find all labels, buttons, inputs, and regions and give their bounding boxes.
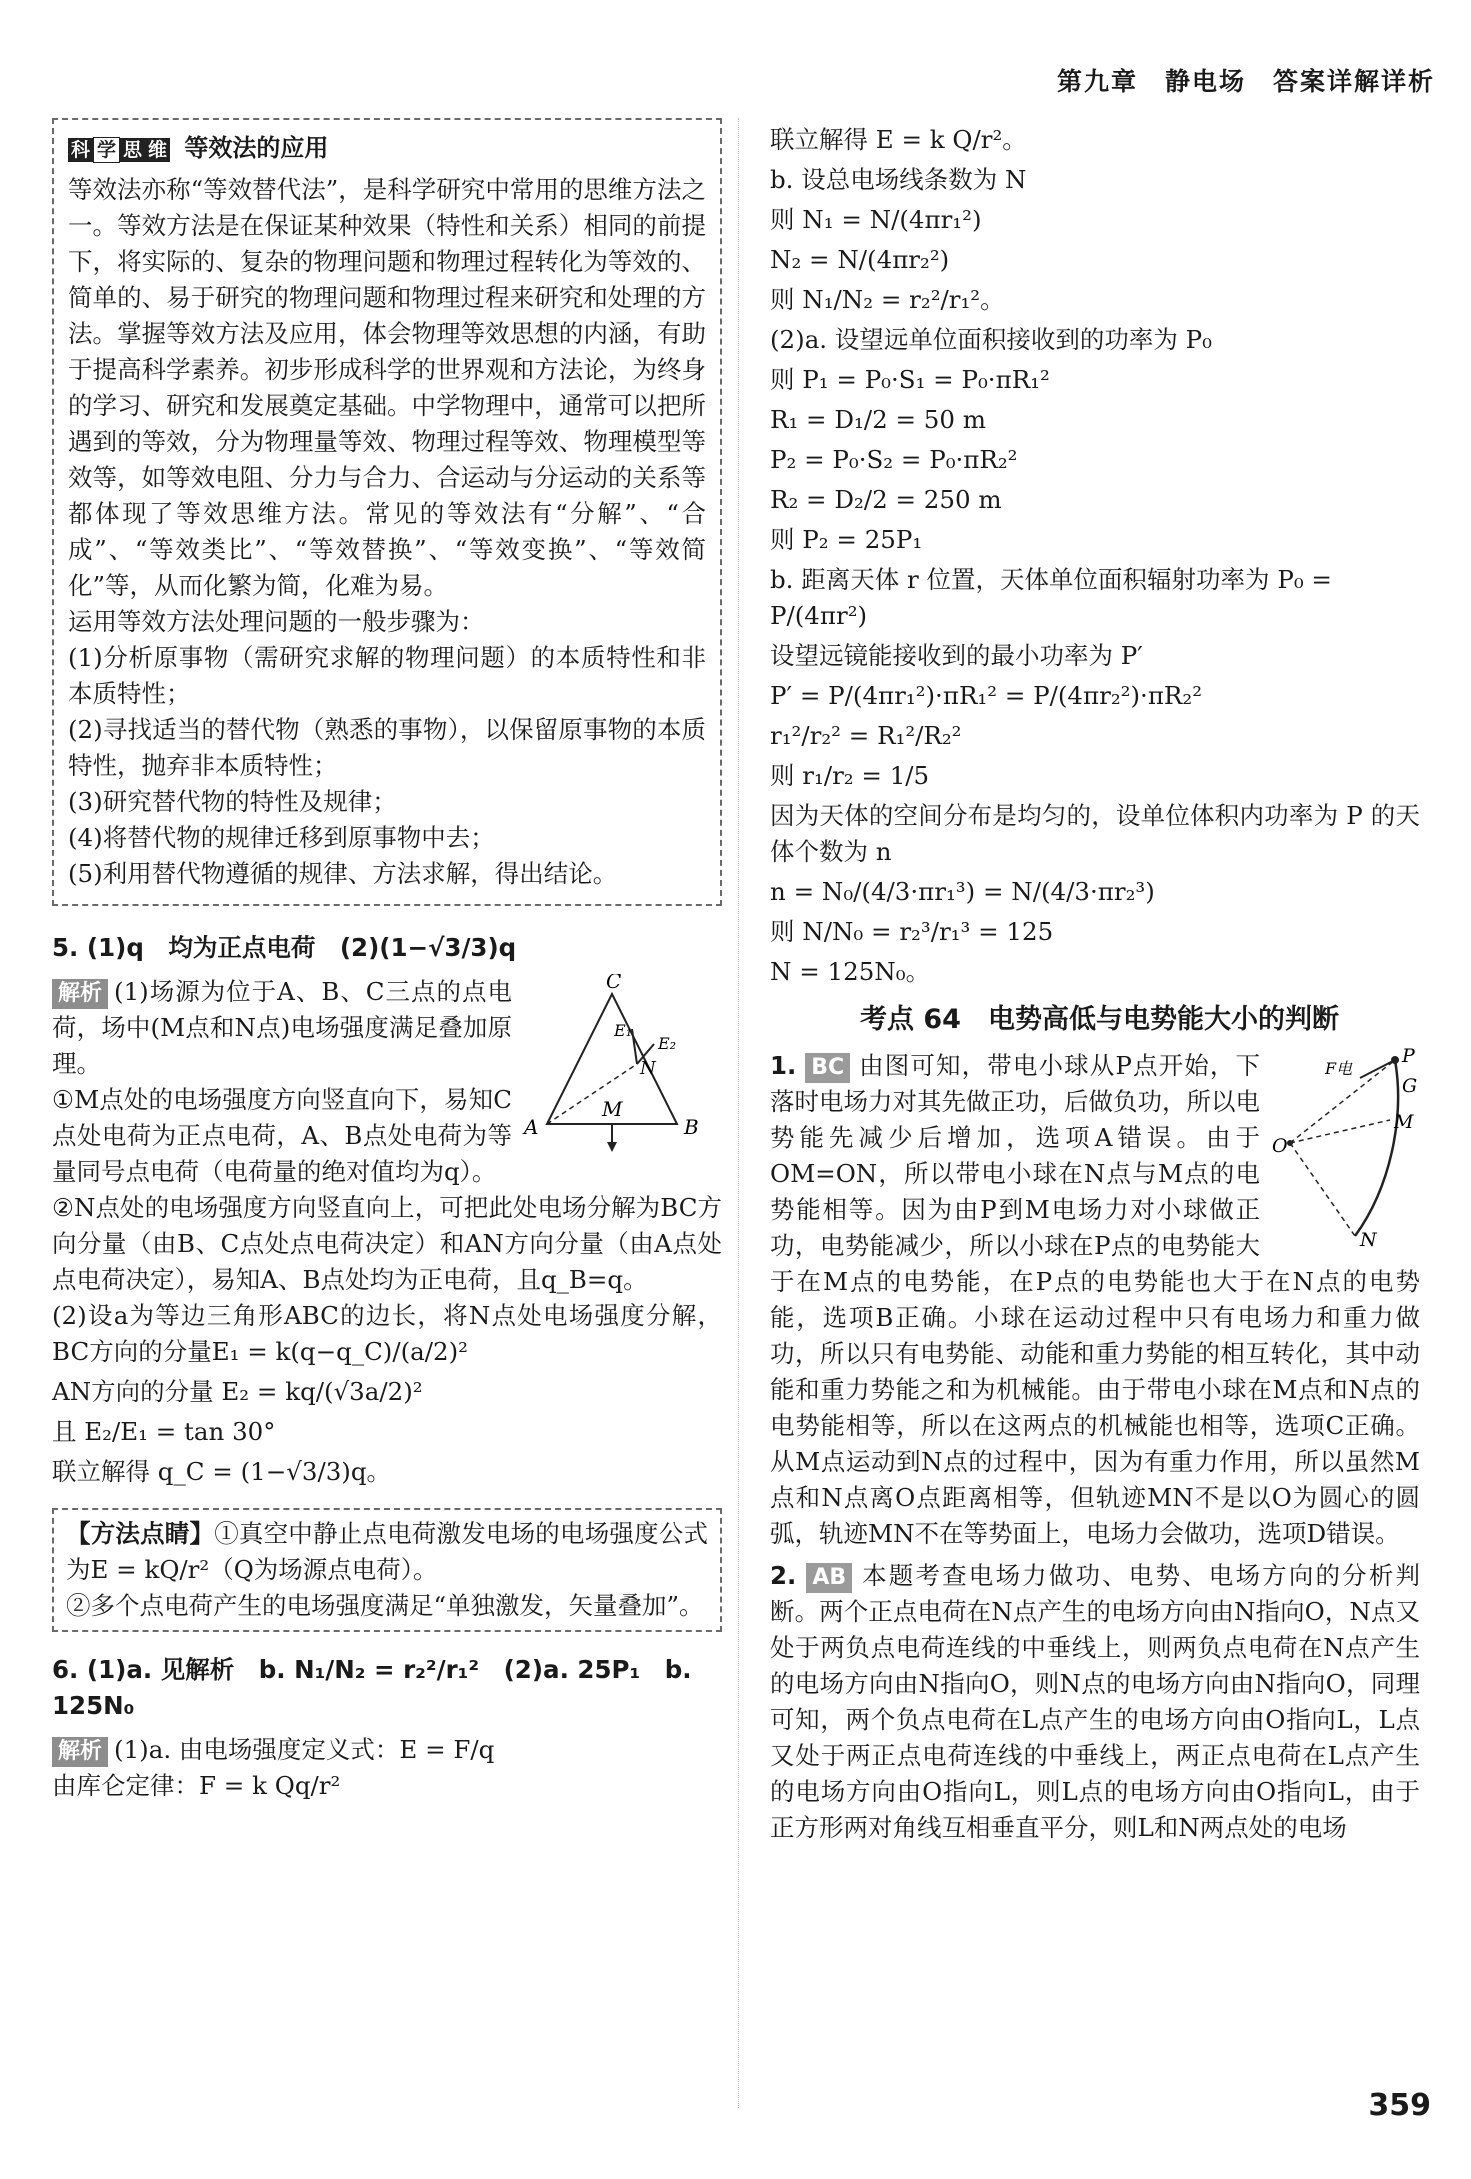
q6-analysis-2: 由库仑定律：F = k Qq/r² [52, 1771, 341, 1800]
derivation-line: P′ = P/(4πr₁²)·πR₁² = P/(4πr₂²)·πR₂² [770, 681, 1203, 710]
fig-label: N [640, 1058, 656, 1079]
derivation-line: (2)a. 设望远单位面积接收到的功率为 P₀ [770, 325, 1212, 354]
derivation-line: P₂ = P₀·S₂ = P₀·πR₂² [770, 445, 1018, 474]
derivation-line: N₂ = N/(4πr₂²) [770, 245, 950, 274]
box-paragraph: (3)研究替代物的特性及规律； [68, 787, 397, 816]
box-paragraph: 运用等效方法处理问题的一般步骤为： [68, 607, 485, 636]
q1-solution: 1. BC 由图可知，带电小球从P点开始，下落时电场力对其先做正功，后做负功，所以电势能先减少后增加，选项A错误。由于OM=ON，所以带电小球在N点与M点的电势能相等。因为由P到M电场力对小球做正功，电势能减少，所以小球在P点的电势能大于在M点的电势能，在P点的电势能也大于在N点的电势能，选项B正确。小球在运动过程中只有电场力和重力做功，所以只有电势能、动能和重力势能的相互转化，其中动能和重力势能之和为机械能。由于带电小球在M点和N点的电势能相等，所以在这两点的机械能也相等，选项C正确。从M点运动到N点的过程中，因为有重力作用，所以虽然M点和N点离O点距离相等，但轨迹MN不是以O为圆心的圆弧，轨迹MN不在等势面上，电场力会做功，选项D错误。 [770, 1051, 1420, 1548]
derivation-line: 则 P₂ = 25P₁ [770, 525, 923, 554]
q5-answer: 5. (1)q 均为正点电荷 (2)(1−√3/3)q [52, 933, 517, 962]
q5-eq-tan: 且 E₂/E₁ = tan 30° [52, 1417, 276, 1446]
running-header: 第九章 静电场 答案详解详析 [1056, 67, 1435, 96]
derivation-line: 则 P₁ = P₀·S₁ = P₀·πR₁² [770, 365, 1050, 394]
q6-answer: 6. (1)a. 见解析 b. N₁/N₂ = r₂²/r₁² (2)a. 25P₁ b. 125N₀ [52, 1655, 692, 1720]
box-title: 等效法的应用 [184, 134, 329, 162]
derivation-line: 联立解得 E = k Q/r²。 [770, 125, 1027, 154]
method-tips-box [52, 1508, 722, 1632]
derivation-line: 则 r₁/r₂ = 1/5 [770, 761, 930, 790]
q2-solution: 2. AB 本题考查电场力做功、电势、电场方向的分析判断。两个正点电荷在N点产生的电场方向由N指向O，N点又处于两负点电荷连线的中垂线上，则两负点电荷在N点产生的电场方向由N指向O，则N点的电场方向由N指向O，同理可知，两个负点电荷在L点产生的电场方向由O指向L，L点又处于两正点电荷连线的中垂线上，两正点电荷在L点产生的电场方向由O指向L，则L点的电场方向由O指向L，由于正方形两对角线互相垂直平分，则L和N两点处的电场 [770, 1561, 1421, 1842]
fig-label: O [1272, 1135, 1288, 1157]
derivation-line: 设望远镜能接收到的最小功率为 P′ [770, 641, 1143, 670]
derivation-line: r₁²/r₂² = R₁²/R₂² [770, 721, 962, 750]
q5-analysis-3: ②N点处的电场强度方向竖直向上，可把此处电场分解为BC方向分量（由B、C点处点电荷决定）和AN方向分量（由A点处点电荷决定），易知A、B点处均为正电荷，且q_B=q。 [52, 1193, 722, 1294]
box-paragraph: (4)将替代物的规律迁移到原事物中去； [68, 823, 495, 852]
trajectory-figure [1270, 1048, 1420, 1248]
left-column [52, 118, 722, 1804]
fig-label: C [606, 974, 622, 993]
derivation-line: 则 N₁/N₂ = r₂²/r₁²。 [770, 285, 1005, 314]
q6-analysis-1: 解析 (1)a. 由电场强度定义式：E = F/q [52, 1732, 722, 1768]
fig-label: E₁ [614, 1021, 633, 1040]
right-column [770, 118, 1420, 1846]
derivation-line: b. 设总电场线条数为 N [770, 165, 1027, 194]
section-title: 考点 64 电势高低与电势能大小的判断 [860, 1004, 1339, 1035]
box-paragraph: (1)分析原事物（需研究求解的物理问题）的本质特性和非本质特性； [68, 643, 706, 708]
analysis-tag: 解析 [52, 979, 108, 1009]
fig-label: A [524, 1115, 539, 1139]
box-paragraph: (2)寻找适当的替代物（熟悉的事物），以保留原事物的本质特性，抛弃非本质特性； [68, 715, 706, 780]
fig-label: N [1360, 1229, 1377, 1248]
q5-analysis-1: 解析 (1)场源为位于A、B、C三点的点电荷，场中(M点和N点)电场强度满足叠加原理。 [52, 977, 512, 1078]
analysis-tag: 解析 [52, 1737, 108, 1767]
fig-label: M [602, 1097, 623, 1121]
q5-eq-e2: AN方向的分量 E₂ = kq/(√3a/2)² [52, 1377, 423, 1406]
box-paragraph: 等效法亦称“等效替代法”，是科学研究中常用的思维方法之一。等效方法是在保证某种效果（特性和关系）相同的前提下，将实际的、复杂的物理问题和物理过程转化为等效的、简单的、易于研究的物理问题和物理过程来研究和处理的方法。掌握等效方法及应用，体会物理等效思想的内涵，有助于提高科学素养。初步形成科学的世界观和方法论，为终身的学习、研究和发展奠定基础。中学物理中，通常可以把所遇到的等效，分为物理量等效、物理过程等效、物理模型等效等，如等效电阻、分力与合力、合运动与分运动的关系等都体现了等效思维方法。常见的等效法有“分解”、“合成”、“等效类比”、“等效替换”、“等效变换”、“等效简化”等，从而化繁为简，化难为易。 [68, 175, 706, 600]
derivation-line: 因为天体的空间分布是均匀的，设单位体积内功率为 P 的天体个数为 n [770, 801, 1420, 866]
method-line-2: ②多个点电荷产生的电场强度满足“单独激发，矢量叠加”。 [66, 1591, 704, 1620]
column-divider [738, 118, 739, 2108]
derivation-line: 则 N₁ = N/(4πr₁²) [770, 205, 982, 234]
derivation-line: R₂ = D₂/2 = 250 m [770, 485, 1002, 514]
derivation-line: 则 N/N₀ = r₂³/r₁³ = 125 [770, 917, 1054, 946]
science-thinking-badge: 科 学 思 维 [68, 130, 170, 166]
q5-analysis-4: (2)设a为等边三角形ABC的边长，将N点处电场强度分解，BC方向的分量E₁ = k(q−q_C)/(a/2)² [52, 1301, 722, 1366]
derivation-line: b. 距离天体 r 位置，天体单位面积辐射功率为 P₀ = P/(4πr²) [770, 565, 1332, 630]
q5-analysis-2: ①M点处的电场强度方向竖直向下，易知C点处电荷为正点电荷，A、B点处电荷为等量同号点电荷（电荷量的绝对值均为q）。 [52, 1085, 512, 1186]
derivation-line: R₁ = D₁/2 = 50 m [770, 405, 986, 434]
science-thinking-box [52, 118, 722, 906]
fig-label: G [1402, 1075, 1418, 1097]
q5-eq-result: 联立解得 q_C = (1−√3/3)q。 [52, 1457, 392, 1486]
q1-answer-badge: BC [805, 1053, 850, 1083]
fig-label: P [1402, 1048, 1415, 1067]
derivation-line: n = N₀/(4/3·πr₁³) = N/(4/3·πr₂³) [770, 877, 1155, 906]
method-title: 【方法点睛】 [66, 1519, 215, 1548]
q2-answer-badge: AB [806, 1563, 852, 1593]
fig-label: F电 [1325, 1059, 1353, 1078]
page-number: 359 [1368, 2088, 1431, 2123]
fig-label: E₂ [658, 1034, 677, 1053]
triangle-charges-figure [522, 974, 722, 1154]
box-paragraph: (5)利用替代物遵循的规律、方法求解，得出结论。 [68, 859, 618, 888]
derivation-line: N = 125N₀。 [770, 957, 931, 986]
fig-label: M [1394, 1111, 1414, 1133]
fig-label: B [684, 1115, 699, 1139]
method-line-1: ①真空中静止点电荷激发电场的电场强度公式为E = kQ/r²（Q为场源点电荷）。 [66, 1519, 709, 1584]
box-title-row [68, 130, 706, 166]
